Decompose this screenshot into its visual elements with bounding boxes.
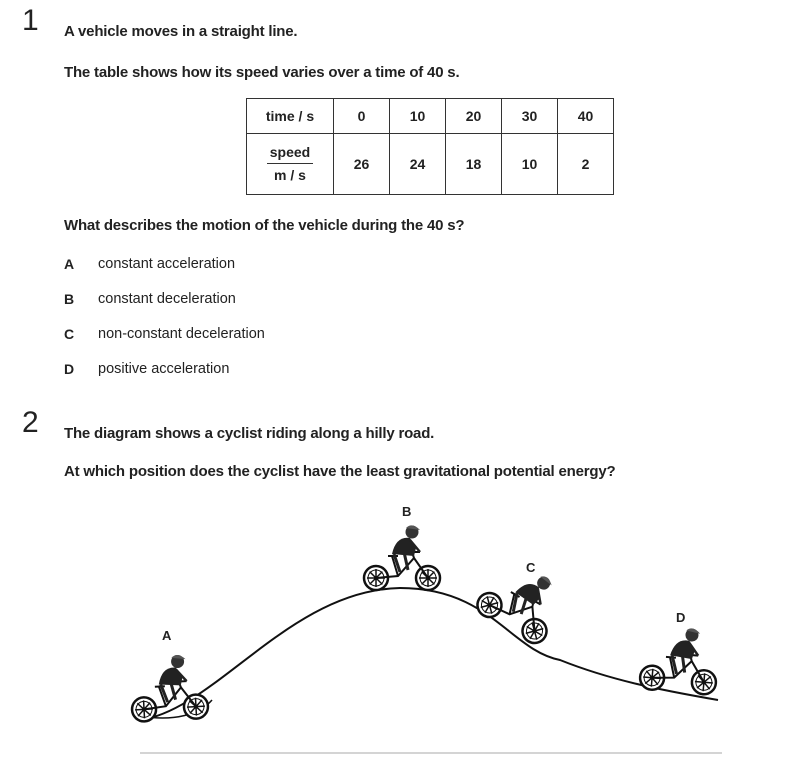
option-a-letter: A: [64, 256, 75, 272]
option-a-text: constant acceleration: [98, 256, 236, 272]
speed-time-table: [246, 98, 614, 195]
table-row-speed: [247, 134, 614, 195]
option-b-letter: B: [64, 291, 75, 307]
position-label-b: B: [402, 504, 412, 519]
option-c-text: non-constant deceleration: [98, 326, 265, 342]
table-cell-time: 0: [334, 99, 390, 134]
table-cell-time: 40: [558, 99, 614, 134]
question-1-context: The table shows how its speed varies over a time of 40 s.: [64, 64, 460, 81]
position-label-c: C: [526, 560, 536, 575]
position-label-a: A: [162, 628, 172, 643]
table-row-time: [247, 99, 614, 134]
option-d-letter: D: [64, 361, 75, 377]
table-cell-time: 10: [390, 99, 446, 134]
cyclist-d: [639, 624, 720, 695]
option-c-letter: C: [64, 326, 75, 342]
question-1-text: What describes the motion of the vehicle during the 40 s?: [64, 217, 465, 234]
table-cell-speed: 26: [334, 134, 390, 195]
speed-label-denominator: m / s: [274, 167, 306, 183]
question-1-number: 1: [22, 4, 39, 37]
table-cell-time: 30: [502, 99, 558, 134]
table-cell-speed: 24: [390, 134, 446, 195]
table-header-speed: [247, 134, 334, 195]
road-curve: [140, 588, 718, 720]
table-cell-speed: 10: [502, 134, 558, 195]
table-cell-speed: 2: [558, 134, 614, 195]
question-2-text: At which position does the cyclist have the least gravitational potential energy?: [64, 463, 616, 480]
cyclist-c: [473, 553, 571, 647]
question-1-intro: A vehicle moves in a straight line.: [64, 23, 298, 40]
hill-diagram: [0, 490, 786, 771]
question-2-number: 2: [22, 406, 39, 439]
table-cell-time: 20: [446, 99, 502, 134]
question-2-intro: The diagram shows a cyclist riding along a hilly road.: [64, 425, 435, 442]
position-label-d: D: [676, 610, 686, 625]
table-header-time: time / s: [247, 99, 334, 134]
option-d-text: positive acceleration: [98, 361, 230, 377]
speed-label-numerator: speed: [267, 144, 313, 164]
cyclist-b: [364, 525, 440, 590]
table-cell-speed: 18: [446, 134, 502, 195]
option-b-text: constant deceleration: [98, 291, 236, 307]
